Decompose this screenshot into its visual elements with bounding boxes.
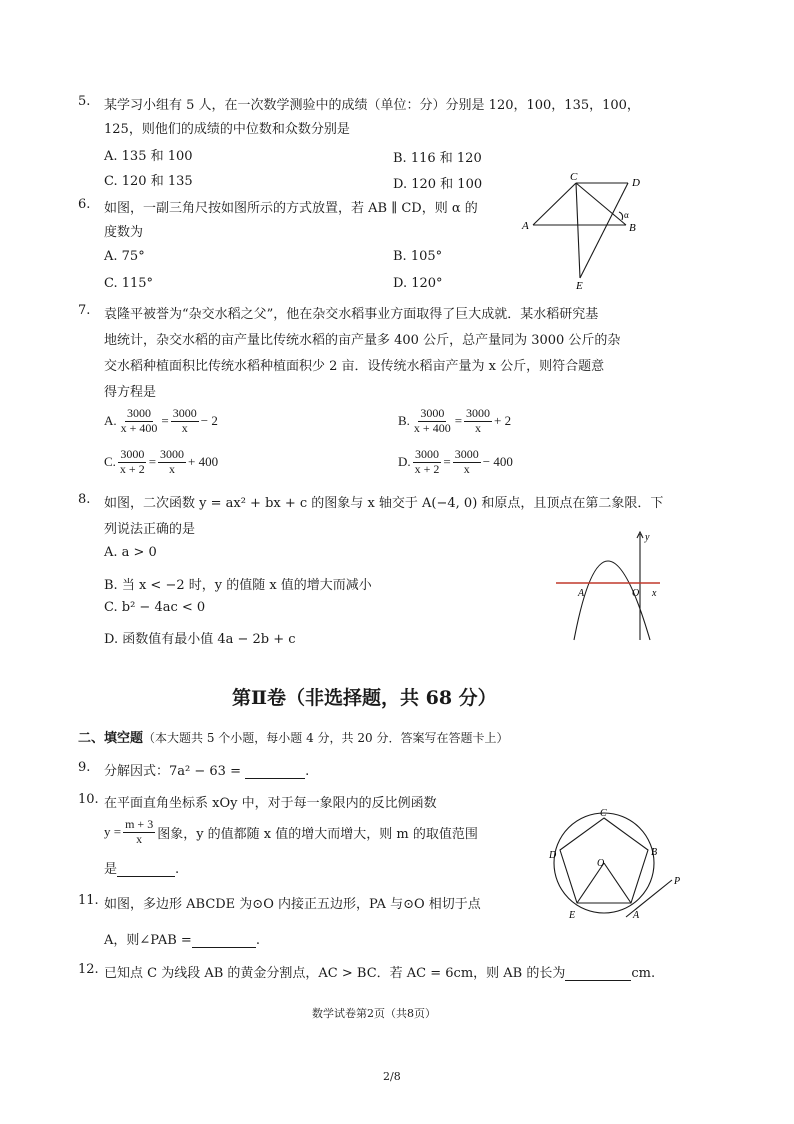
q12-number: 12. (78, 962, 99, 977)
q10-answer-blank[interactable] (117, 862, 175, 877)
q5-line2: 125，则他们的成绩的中位数和众数分别是 (104, 122, 350, 137)
q8-label-o: O (632, 588, 640, 599)
q7-line1: 袁隆平被誉为“杂交水稻之父”，他在杂交水稻事业方面取得了巨大成就．某水稻研究基 (104, 307, 599, 322)
q11-label-a: A (633, 910, 640, 921)
q11-label-o: O (597, 858, 605, 869)
q6-label-c: C (570, 171, 578, 183)
q11-number: 11. (78, 893, 99, 908)
q7-line3: 交水稻种植面积比传统水稻种植面积少 2 亩．设传统水稻亩产量为 x 公斤，则符合题意 (104, 359, 605, 374)
q6-label-b: B (629, 222, 636, 234)
q6-option-c: C. 115° (104, 276, 154, 291)
q9-number: 9. (78, 760, 91, 775)
q7-line2: 地统计，杂交水稻的亩产量比传统水稻的亩产量多 400 公斤，总产量同为 3000 公斤的杂 (104, 333, 621, 348)
q7-number: 7. (78, 303, 91, 318)
q7-option-a: A. $\frac{3000}{x + 400}$ = $\frac{3000}{x}$ − 2 (104, 406, 218, 435)
q5-line1: 某学习小组有 5 人，在一次数学测验中的成绩（单位：分）分别是 120，100，135，100， (104, 98, 640, 113)
q6-triangle-figure (518, 168, 658, 290)
q7-option-b: B. $\frac{3000}{x + 400}$ = $\frac{3000}{x}$ + 2 (398, 406, 512, 435)
section2-note: （本大题共 5 个小题，每小题 4 分，共 20 分．答案写在答题卡上） (143, 731, 509, 745)
q11-label-p: P (674, 876, 681, 887)
q11-line2: A，则∠PAB = . (104, 933, 260, 948)
q8-label-x: x (652, 588, 657, 599)
q8-label-a: A (578, 588, 585, 599)
q11-label-b: B (651, 847, 658, 858)
section2-title: 第Ⅱ卷（非选择题，共 68 分） (232, 687, 497, 709)
q6-option-a: A. 75° (104, 249, 145, 264)
q8-number: 8. (78, 492, 91, 507)
q6-option-d: D. 120° (393, 276, 443, 291)
q5-option-c: C. 120 和 135 (104, 174, 193, 189)
q6-label-e: E (576, 280, 583, 290)
q6-number: 6. (78, 197, 91, 212)
q11-pentagon-figure (540, 805, 690, 925)
q8-option-c: C. b² − 4ac < 0 (104, 600, 206, 615)
q10-number: 10. (78, 792, 99, 807)
section2-heading-line (78, 727, 508, 746)
q5-option-b: B. 116 和 120 (393, 151, 482, 166)
q8-line2: 列说法正确的是 (104, 522, 196, 537)
page-footer-exam: 数学试卷第2页（共8页） (312, 1007, 436, 1020)
q8-option-a: A. a > 0 (104, 545, 157, 560)
q11-label-c: C (600, 808, 607, 819)
q11-line1: 如图，多边形 ABCDE 为⊙O 内接正五边形，PA 与⊙O 相切于点 (104, 897, 481, 912)
q8-line1: 如图，二次函数 y = ax² + bx + c 的图象与 x 轴交于 A(−4, 0) 和原点，且顶点在第二象限．下 (104, 496, 664, 511)
q10-line1: 在平面直角坐标系 xOy 中，对于每一象限内的反比例函数 (104, 796, 437, 811)
q8-option-d: D. 函数值有最小值 4a − 2b + c (104, 632, 296, 647)
q11-label-d: D (549, 850, 557, 861)
q12-line: 已知点 C 为线段 AB 的黄金分割点，AC > BC．若 AC = 6cm，则 AB 的长为 cm. (104, 966, 656, 981)
q9-line: 分解因式：7a² − 63 = . (104, 764, 310, 779)
q9-answer-blank[interactable] (245, 764, 305, 779)
q5-option-a: A. 135 和 100 (104, 149, 193, 164)
q6-line2: 度数为 (104, 225, 144, 240)
q10-line3: 是 . (104, 862, 180, 877)
q10-line2: y = $\frac{m + 3}{x}$ 图象，y 的值都随 x 值的增大而增大，则 m 的取值范围 (104, 817, 478, 846)
q5-number: 5. (78, 94, 91, 109)
q11-answer-blank[interactable] (192, 933, 256, 948)
q12-answer-blank[interactable] (565, 966, 631, 981)
page-number: 2/8 (383, 1070, 401, 1083)
q8-label-y: y (645, 532, 650, 543)
q11-label-e: E (569, 910, 576, 921)
q6-option-b: B. 105° (393, 249, 443, 264)
q7-line4: 得方程是 (104, 385, 157, 400)
q5-option-d: D. 120 和 100 (393, 177, 483, 192)
q6-line1: 如图，一副三角尺按如图所示的方式放置，若 AB ∥ CD，则 α 的 (104, 201, 478, 216)
q8-parabola-figure (552, 522, 672, 647)
q7-option-c: C. $\frac{3000}{x + 2}$ = $\frac{3000}{x}$ + 400 (104, 447, 219, 476)
section2-heading: 二、填空题 (78, 731, 144, 746)
q6-label-a: A (522, 220, 529, 232)
q7-option-d: D. $\frac{3000}{x + 2}$ = $\frac{3000}{x}$ − 400 (398, 447, 513, 476)
q6-label-d: D (632, 177, 640, 189)
q9-text: 分解因式：7a² − 63 = (104, 764, 241, 779)
q8-option-b: B. 当 x < −2 时，y 的值随 x 值的增大而减小 (104, 578, 372, 593)
q6-label-alpha: α (624, 210, 629, 220)
